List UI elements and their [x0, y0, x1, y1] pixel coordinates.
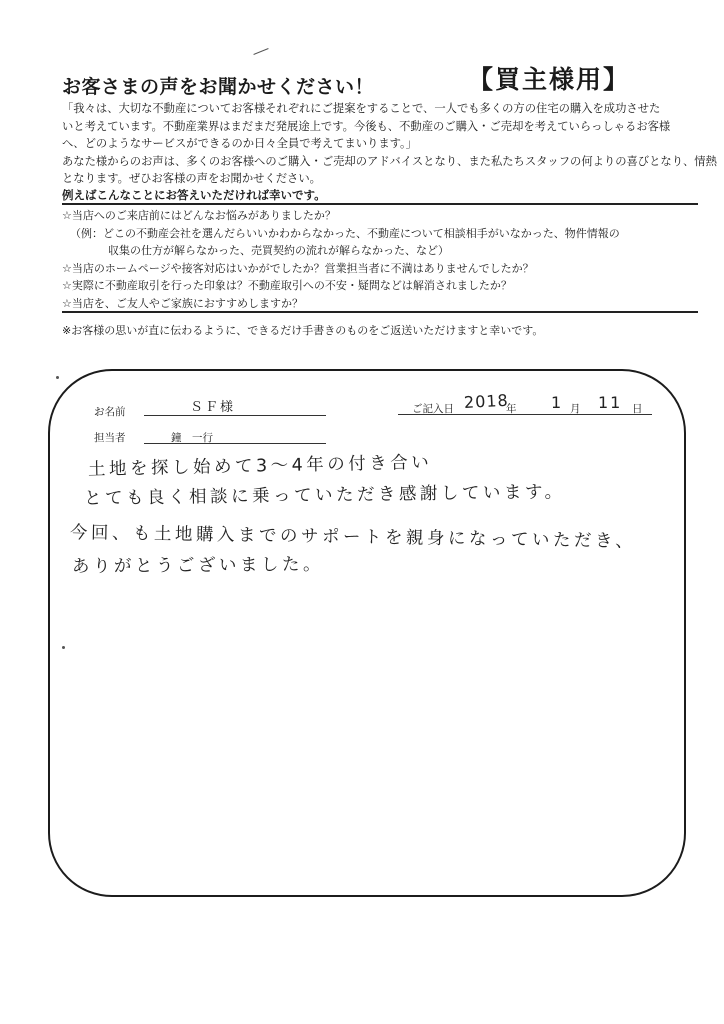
pen-mark: [253, 48, 268, 55]
questions-heading: 例えばこんなことにお答えいただければ幸いです。: [62, 188, 326, 202]
question-item: ☆当店のホームページや接客対応はいかがでしたか？営業担当者に不満はありませんでしたか？: [62, 261, 534, 275]
handwritten-line: 今回、も土地購入までのサポートを親身になっていただき、: [69, 523, 637, 552]
intro-line: あなた様からのお声は、多くのお客様へのご購入・ご売却のアドバイスとなり、また私たちスタッフの何よりの喜びとなり、情熱: [62, 154, 717, 168]
handwritten-line: とても良く相談に乗っていただき感謝しています。: [83, 482, 566, 509]
staff-label: 担当者: [94, 432, 126, 444]
date-underline: [398, 414, 652, 415]
question-item: 収集の仕方が解らなかった、売買契約の流れが解らなかった、など）: [108, 244, 449, 257]
name-underline: [144, 415, 326, 416]
date-day: 11: [598, 393, 623, 412]
questions-list: [62, 207, 620, 312]
date-day-unit: 日: [632, 403, 643, 415]
handwritten-line: ありがとうございました。: [71, 554, 325, 577]
name-value: ＳＦ様: [190, 400, 236, 415]
staff-value: 鐘 一行: [171, 432, 213, 444]
date-month: 1: [551, 393, 565, 412]
question-item: ☆当店へのご来店前にはどんなお悩みがありましたか？: [62, 209, 336, 222]
handwritten-line: 土地を探し始めて3〜4年の付き合い: [87, 452, 433, 480]
bottom-rule: [62, 311, 698, 313]
question-item: （例：どこの不動産会社を選んだらいいかわからなかった、不動産について相談相手がいなかった、物件情報の: [70, 226, 620, 240]
intro-line: となります。ぜひお客様の声をお聞かせください。: [62, 172, 321, 185]
note-text: ※お客様の思いが直に伝わるように、できるだけ手書きのものをご返送いただけますと幸いです。: [62, 324, 544, 337]
question-item: ☆当店を、ご友人やご家族におすすめしますか？: [62, 296, 303, 310]
name-label: お名前: [94, 406, 126, 418]
date-year-unit: 年: [506, 403, 517, 415]
heading-rule: [62, 203, 698, 205]
scan-speck: [62, 646, 65, 649]
buyer-badge: 【買主様用】: [468, 65, 631, 94]
date-year: 2018: [463, 390, 510, 412]
intro-line: いと考えています。不動産業界はまだまだ発展途上です。今後も、不動産のご購入・ご売却を考えていらっしゃるお客様: [62, 119, 671, 133]
intro-line: 「我々は、大切な不動産についてお客様それぞれにご提案をすることで、一人でも多くの方の住宅の購入を成功させた: [62, 102, 661, 115]
page-title: お客さまの声をお聞かせください！: [62, 76, 375, 98]
intro-text: [62, 100, 717, 188]
question-item: ☆実際に不動産取引を行った印象は？不動産取引への不安・疑問などは解消されましたか？: [62, 279, 512, 292]
date-label: ご記入日: [412, 403, 454, 415]
staff-underline: [144, 443, 326, 444]
comment-frame: [48, 369, 686, 897]
date-month-unit: 月: [570, 403, 581, 415]
intro-line: へ、どのようなサービスができるのか日々全員で考えてまいります。」: [62, 137, 417, 150]
scan-speck: [56, 376, 59, 379]
